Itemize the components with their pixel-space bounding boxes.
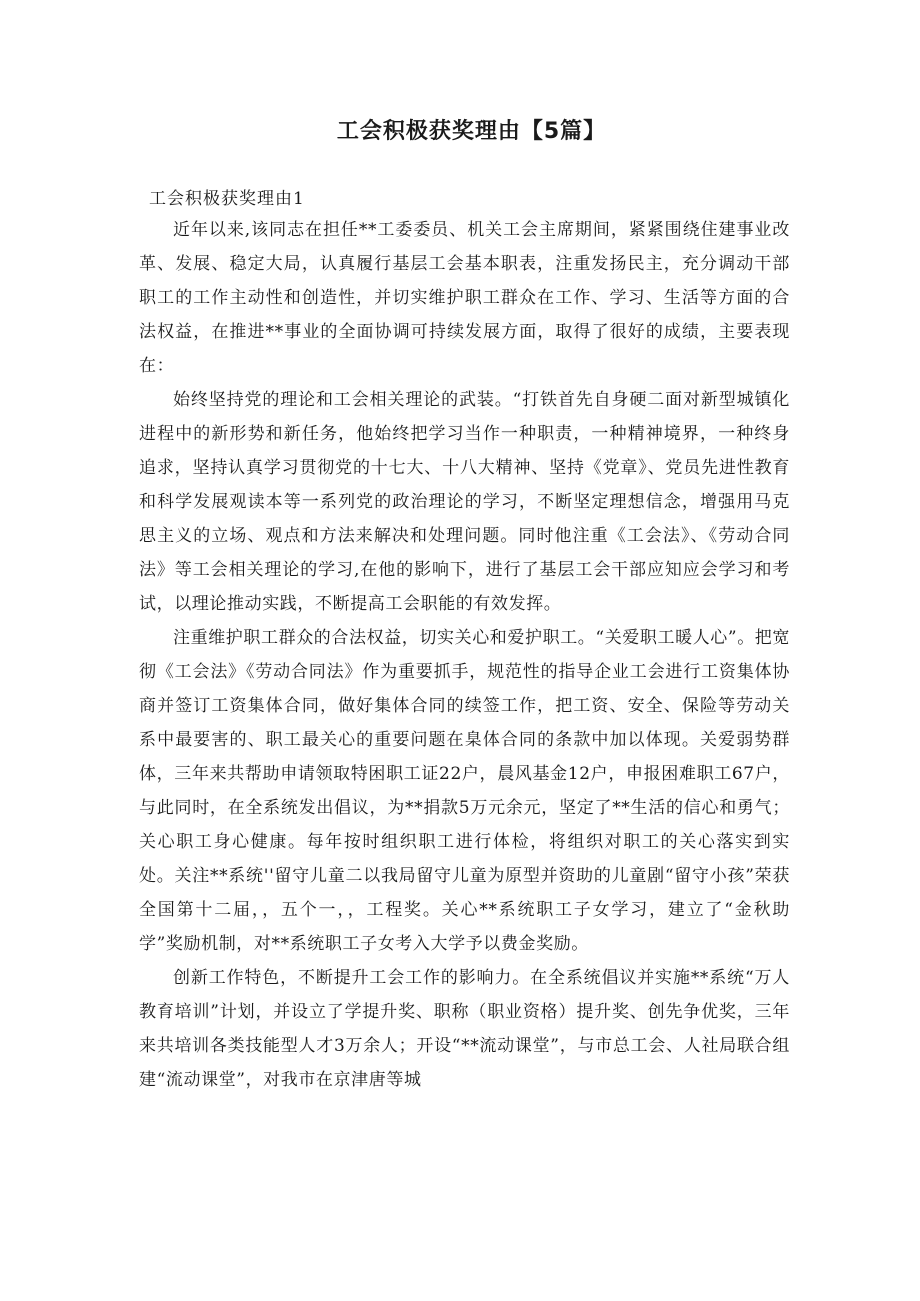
document-title: 工会积极获奖理由【5篇】 bbox=[336, 119, 607, 144]
body-paragraph: 近年以来,该同志在担任**工委委员、机关工会主席期间，紧紧围绕住建事业改革、发展、稳定大局，认真履行基层工会基本职表，注重发扬民主，充分调动干部职工的工作主动性和创造性，并切实维护职工群众在工作、学习、生活等方面的合法权益，在推进**事业的全面协调可持续发展方面，取得了很好的成绩，主要表现在： bbox=[139, 220, 790, 376]
body-paragraph: 创新工作特色，不断提升工会工作的影响力。在全系统倡议并实施**系统“万人教育培训”计划，并设立了学提升奖、职称（职业资格）提升奖、创先争优奖，三年来共培训各类技能型人才3万余人；开设“**流动课堂”，与市总工会、人社局联合组建“流动课堂”，对我市在京津唐等城 bbox=[139, 968, 790, 1090]
body-paragraph: 注重维护职工群众的合法权益，切实关心和爱护职工。“关爱职工暖人心”。把宽彻《工会法》《劳动合同法》作为重要抓手，规范性的指导企业工会进行工资集体协商并签订工资集体合同，做好集体合同的续签工作，把工资、安全、保险等劳动关系中最要害的、职工最关心的重要问题在臬体合同的条款中加以体现。关爱弱势群体，三年来共帮助申请领取特困职工证22户，晨风基金12户，申报困难职工67户，与此同时，在全系统发出倡议，为**捐款5万元余元，坚定了**生活的信心和勇气；关心职工身心健康。每年按时组织职工进行体检，将组织对职工的关心落实到实处。关注**系统''留守儿童二以我局留守儿童为原型并资助的儿童剧“留守小孩”荣获全国第十二届，，五个一，，工程奖。关心**系统职工子女学习，建立了“金秋助学”奖励机制，对**系统职工子女考入大学予以费金奖励。 bbox=[139, 628, 790, 954]
section-heading: 工会积极获奖理由1 bbox=[149, 189, 305, 209]
body-paragraph: 始终坚持党的理论和工会相关理论的武装。“打铁首先自身硬二面对新型城镇化进程中的新形势和新任务，他始终把学习当作一种职责，一种精神境界，一种终身追求，坚持认真学习贯彻党的十七大、十八大精神、坚持《党章》、党员先进性教育和科学发展观读本等一系列党的政治理论的学习，不断坚定理想信念，增强用马克思主义的立场、观点和方法来解决和处理问题。同时他注重《工会法》、《劳动合同法》等工会相关理论的学习,在他的影响下，进行了基层工会干部应知应会学习和考试，以理论推动实践，不断提高工会职能的有效发挥。 bbox=[139, 390, 790, 614]
